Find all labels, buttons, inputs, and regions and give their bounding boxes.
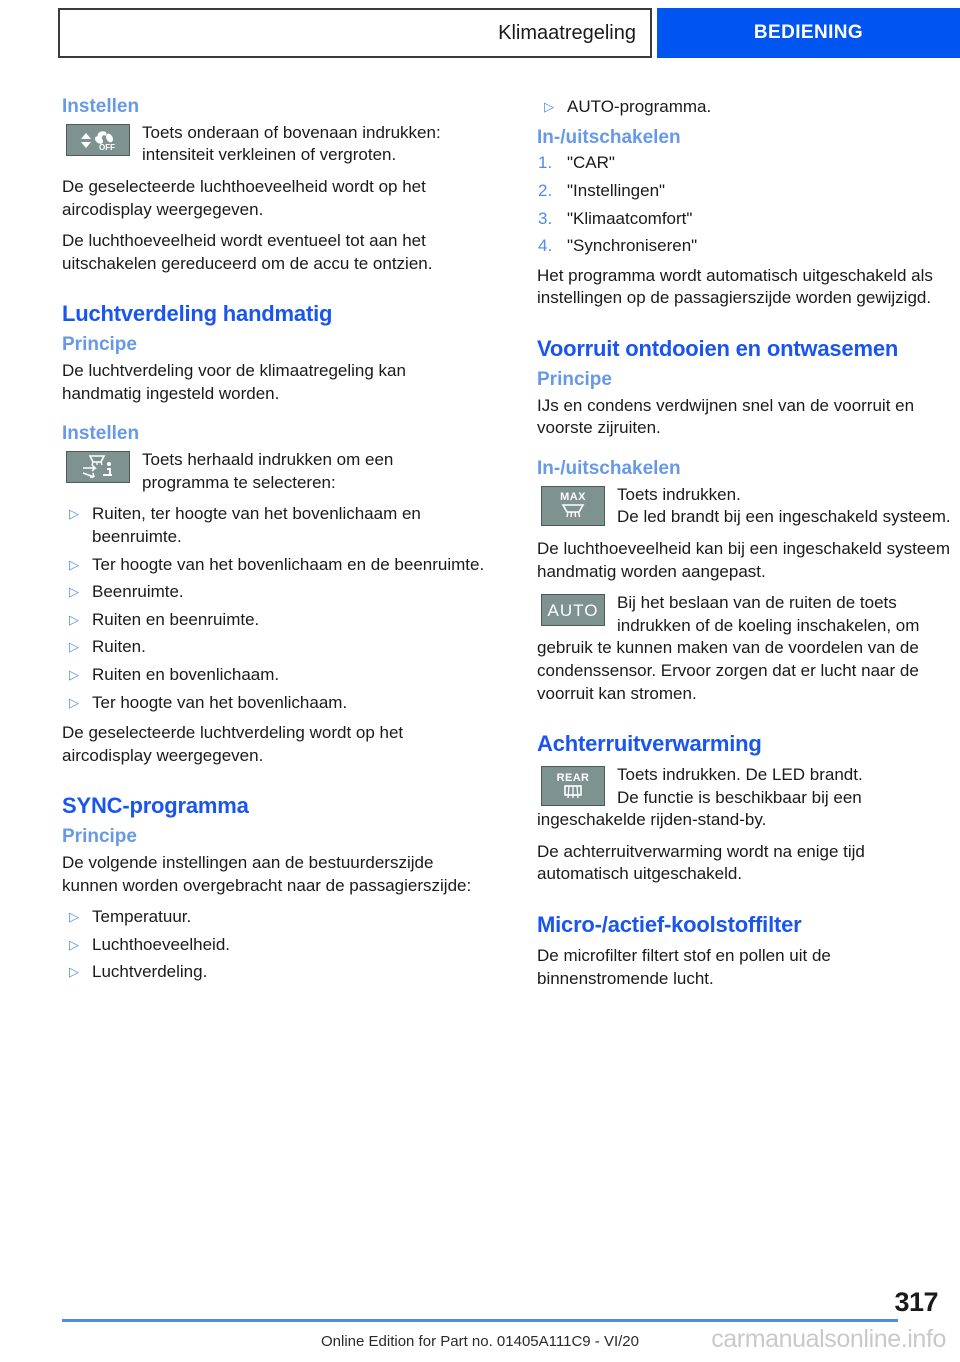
max-defrost-text-1: Toets indrukken.: [617, 484, 741, 504]
list-item-label: Ruiten.: [92, 637, 146, 657]
footer-divider: [62, 1319, 898, 1322]
heading-principe-voorruit: Principe: [537, 368, 612, 390]
chapter-tab-label: BEDIENING: [753, 22, 864, 43]
list-item-label: Ruiten en bovenlichaam.: [92, 664, 280, 684]
list-item: [62, 692, 485, 715]
paragraph-rear-defrost-auto-off: De achterruitverwarming wordt na enige tijd automatisch uitgeschakeld.: [537, 841, 865, 884]
heading-achterruitverwarming: Achterruitverwarming: [537, 731, 762, 757]
max-defrost-paragraph: [537, 484, 960, 529]
auto-button-paragraph: [537, 592, 960, 705]
bullet-icon: ▷: [69, 556, 79, 572]
bullet-icon: ▷: [544, 99, 554, 114]
step-number: 3.: [538, 208, 553, 228]
heading-principe-luchtverdeling: Principe: [62, 334, 137, 356]
step-label: "Instellingen": [567, 181, 666, 201]
site-watermark: carmanualsonline.info: [711, 1325, 946, 1353]
list-item: [537, 180, 960, 203]
paragraph-sync-auto-off: Het programma wordt automatisch uitgeschakeld als instellingen op de passagierszijde worden gewijzigd.: [537, 265, 933, 308]
page-header: [58, 8, 960, 58]
heading-instellen-luchtverdeling: Instellen: [62, 423, 140, 445]
list-item-label: Ruiten en beenruimte.: [92, 609, 260, 629]
list-item-label: AUTO-programma.: [567, 97, 712, 116]
paragraph-air-volume-display: De geselecteerde luchthoeveelheid wordt op het aircodisplay weergegeven.: [62, 177, 426, 219]
bullet-icon: ▷: [69, 506, 79, 522]
heading-micro-koolstoffilter: Micro-/actief-koolstoffilter: [537, 912, 802, 938]
auto-button-label: AUTO: [547, 600, 599, 620]
list-item: [537, 208, 960, 231]
list-item-label: Ter hoogte van het bovenlichaam.: [92, 692, 348, 712]
fan-intensity-off-icon: [66, 124, 130, 156]
bullet-icon: ▷: [69, 584, 79, 600]
page-footer: [0, 1284, 960, 1362]
list-item: [62, 636, 485, 659]
bullet-icon: ▷: [69, 936, 79, 952]
bullet-icon: ▷: [69, 639, 79, 655]
list-item: [62, 906, 485, 929]
step-number: 2.: [538, 181, 553, 201]
list-item-label: Ter hoogte van het bovenlichaam en de beenruimte.: [92, 554, 485, 574]
max-defrost-icon: [541, 486, 605, 526]
heading-voorruit-ontdooien: Voorruit ontdooien en ontwasemen: [537, 336, 899, 362]
air-distribution-glyph: [76, 454, 120, 480]
rear-defrost-label: REAR: [556, 771, 590, 784]
list-item: [537, 235, 960, 258]
paragraph-principe-voorruit: IJs en condens verdwijnen snel van de voorruit en voorste zijruiten.: [537, 395, 915, 438]
heading-in-uitschakelen-sync: In-/uitschakelen: [537, 126, 681, 148]
chapter-tab: [657, 8, 960, 58]
bullet-icon: ▷: [69, 666, 79, 682]
bullet-icon: ▷: [69, 611, 79, 627]
sync-settings-list: [62, 906, 485, 984]
list-item: [537, 96, 960, 119]
step-label: "Klimaatcomfort": [567, 208, 693, 228]
list-item: [62, 503, 485, 548]
rear-window-defrost-glyph: [558, 784, 588, 800]
fan-glyph: [77, 129, 119, 151]
paragraph-principe-sync: De volgende instellingen aan de bestuurderszijde kunnen worden overgebracht naar de passagierszijde:: [62, 853, 472, 895]
paragraph-microfilter: De microfilter filtert stof en pollen uit de binnenstromende lucht.: [537, 945, 831, 988]
paragraph-defrost-air-volume: De luchthoeveelheid kan bij een ingeschakeld systeem handmatig worden aangepast.: [537, 538, 950, 581]
bullet-icon: ▷: [69, 694, 79, 710]
list-item-label: Beenruimte.: [92, 582, 184, 602]
paragraph-principe-luchtverdeling: De luchtverdeling voor de klimaatregeling kan handmatig ingesteld worden.: [62, 361, 406, 403]
list-item-label: Luchthoeveelheid.: [92, 934, 231, 954]
section-tab: [58, 8, 652, 58]
list-item: [62, 664, 485, 687]
list-item: [62, 581, 485, 604]
heading-instellen-fan: Instellen: [62, 96, 140, 117]
step-number: 4.: [538, 236, 553, 256]
list-item: [62, 934, 485, 957]
step-label: "CAR": [567, 153, 615, 173]
right-column: [537, 96, 960, 1286]
list-item: [537, 152, 960, 175]
list-item: [62, 609, 485, 632]
distribution-icon-text: Toets herhaald indrukken om een programma te selecteren:: [142, 450, 394, 492]
paragraph-air-volume-reduce: De luchthoeveelheid wordt eventueel tot aan het uitschakelen gereduceerd om de accu te ontzien.: [62, 231, 433, 273]
list-item-label: Ruiten, ter hoogte van het bovenlichaam en beenruimte.: [92, 504, 421, 546]
fan-icon-text: Toets onderaan of bovenaan indrukken: intensiteit verkleinen of vergroten.: [142, 122, 441, 165]
step-label: "Synchroniseren": [567, 236, 698, 256]
air-distribution-program-list: [62, 503, 485, 714]
auto-button-icon: [541, 594, 605, 626]
distribution-icon-paragraph: [62, 449, 485, 494]
rear-defrost-text-1: Toets indrukken. De LED brandt.: [617, 765, 863, 785]
bullet-icon: ▷: [69, 964, 79, 980]
air-distribution-icon: [66, 451, 130, 483]
heading-in-uitschakelen-voorruit: In-/uitschakelen: [537, 457, 681, 479]
list-item: [62, 961, 485, 984]
paragraph-distribution-display: De geselecteerde luchtverdeling wordt op het aircodisplay weergegeven.: [62, 723, 404, 765]
left-column: [62, 96, 485, 1286]
svg-text:OFF: OFF: [99, 142, 115, 151]
page-number: 317: [894, 1287, 938, 1317]
max-defrost-text-2: De led brandt bij een ingeschakeld systeem.: [617, 507, 951, 527]
sync-settings-list-continued: [537, 96, 960, 119]
max-defrost-label: MAX: [560, 491, 586, 504]
step-number: 1.: [538, 153, 553, 173]
rear-defrost-text-2: De functie is beschikbaar bij een ingeschakelde rijden-stand-by.: [537, 787, 862, 830]
list-item-label: Temperatuur.: [92, 907, 192, 927]
page-content: [0, 96, 960, 1286]
heading-sync-programma: SYNC-programma: [62, 793, 249, 819]
heading-luchtverdeling-handmatig: Luchtverdeling handmatig: [62, 301, 333, 327]
fan-icon-paragraph: [62, 122, 485, 167]
windshield-defrost-glyph: [558, 503, 588, 519]
footer-edition-note: Online Edition for Part no. 01405A111C9 - VI/20: [321, 1333, 639, 1350]
section-tab-label: Klimaatregeling: [498, 21, 636, 44]
auto-button-text: Bij het beslaan van de ruiten de toets indrukken of de koeling inschakelen, om gebruik te kunnen maken van de voordelen van de condenssensor. Ervoor zorgen dat er lucht naar de voorruit kan stromen.: [537, 593, 920, 703]
bullet-icon: ▷: [69, 909, 79, 925]
list-item: [62, 554, 485, 577]
list-item-label: Luchtverdeling.: [92, 962, 208, 982]
heading-principe-sync: Principe: [62, 826, 137, 848]
rear-defrost-icon: [541, 766, 605, 806]
rear-defrost-paragraph: [537, 764, 960, 832]
sync-steps-list: [537, 152, 960, 257]
